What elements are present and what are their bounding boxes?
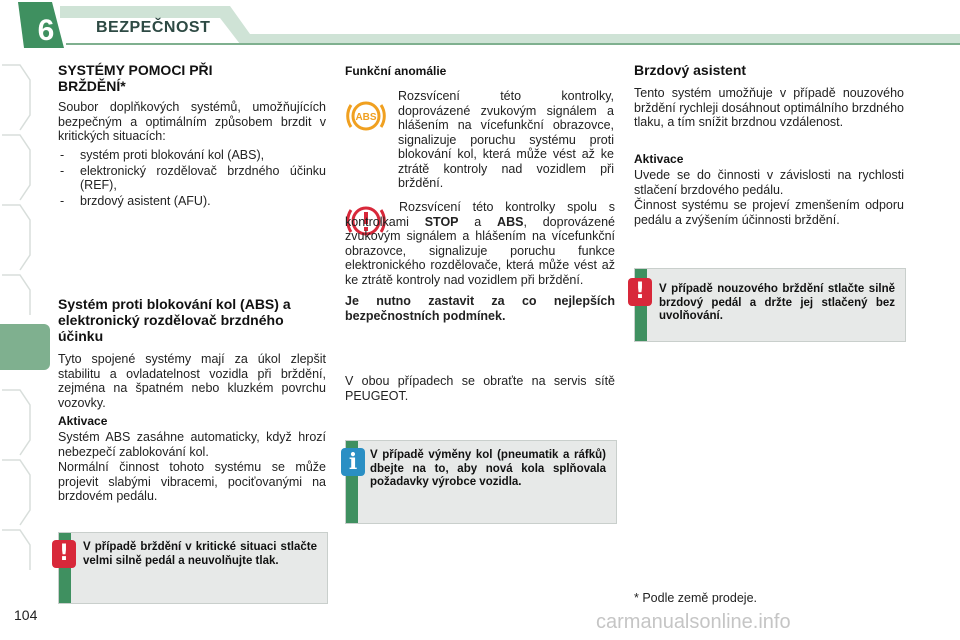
list-item: - systém proti blokování kol (ABS),	[58, 148, 326, 163]
chapter-number: 6	[37, 14, 55, 47]
section-heading-braking-systems: SYSTÉMY POMOCI PŘI BRŽDĚNÍ*	[58, 62, 213, 94]
abs-label: ABS	[497, 214, 524, 229]
activation-paragraph-2: Činnost systému se projeví zmenšením odporu pedálu a zvýšením účinnosti brždění.	[634, 198, 904, 227]
warning-icon: !	[52, 540, 76, 568]
stop-label: STOP	[424, 214, 459, 229]
warning-note-box	[634, 268, 906, 342]
warning-note-text: V případě brždění v kritické situaci stlačte velmi silně pedál a neuvolňujte tlak.	[83, 541, 317, 567]
warning-note-text: V případě nouzového brždění stlačte silně brzdový pedál a držte jej stlačený bez uvolňování.	[659, 283, 895, 322]
activation-label: Aktivace	[58, 414, 108, 428]
side-tabs	[0, 60, 50, 580]
activation-label: Aktivace	[634, 152, 684, 166]
malfunction-paragraph-1: Rozsvícení této kontrolky, doprovázené zvukovým signálem a hlášením na vícefunkční obrazovce, signalizuje poruchu systému proti blokování kol, která může vést až ke ztrátě kontroly nad vozidlem při brždění.	[398, 89, 614, 190]
paragraph-2-start: Rozsvícení této kontrolky spolu s kontrolkami	[345, 200, 615, 229]
brake-assist-paragraph: Tento systém umožňuje v případě nouzového brždění rychleji dosáhnout optimálního brzdného tlaku, a tím snížit brzdnou vzdálenost.	[634, 86, 904, 129]
page-title: BEZPEČNOST	[96, 19, 211, 36]
malfunction-paragraph-2	[345, 200, 615, 287]
service-paragraph: V obou případech se obraťte na servis sítě PEUGEOT.	[345, 374, 615, 403]
activation-paragraph-1: Systém ABS zasáhne automaticky, když hrozí nebezpečí zablokování kol.	[58, 430, 326, 459]
stop-safely-note: Je nutno zastavit za co nejlepších bezpečnostních podmínek.	[345, 294, 615, 323]
section-heading-abs: Systém proti blokování kol (ABS) a elektronický rozdělovač brzdného účinku	[58, 296, 291, 344]
abs-paragraph: Tyto spojené systémy mají za úkol zlepšit stabilitu a ovladatelnost vozidla při brždění, zejména na špatném nebo kluzkém povrchu vozovky.	[58, 352, 326, 410]
paragraph-2-end: , doprovázené zvukovým signálem a hlášením na vícefunkční obrazovce, signalizuje poruchu funkce elektronického rozdělovače, která může vést až ke ztrátě kontroly nad vozidlem při brždění.	[345, 214, 615, 287]
activation-paragraph-1: Uvede se do činnosti v závislosti na rychlosti stlačení brzdového pedálu.	[634, 168, 904, 197]
info-note-text: V případě výměny kol (pneumatik a ráfků) dbejte na to, aby nová kola splňovala požadavky výrobce vozidla.	[370, 449, 606, 488]
intro-paragraph: Soubor doplňkových systémů, umožňujících bezpečným a optimálním způsobem brzdit v kritických situacích:	[58, 100, 326, 143]
info-note-box	[345, 440, 617, 524]
abs-warning-lamp-icon	[345, 95, 387, 137]
warning-note-box	[58, 532, 328, 604]
abs-icon-label: ABS	[355, 112, 377, 123]
and-text: a	[458, 214, 498, 229]
list-item: - elektronický rozdělovač brzdného účinku (REF),	[58, 164, 326, 193]
activation-paragraph-2: Normální činnost tohoto systému se může projevit slabými vibracemi, pociťovanými na brzdovém pedálu.	[58, 460, 326, 503]
list-item: - brzdový asistent (AFU).	[58, 194, 326, 209]
footnote: * Podle země prodeje.	[634, 591, 757, 605]
info-icon: i	[341, 448, 365, 476]
systems-list	[58, 148, 326, 209]
watermark: carmanualsonline.info	[596, 611, 791, 633]
active-chapter-tab[interactable]	[0, 324, 50, 370]
section-heading-malfunction: Funkční anomálie	[345, 64, 447, 78]
section-heading-brake-assist: Brzdový asistent	[634, 62, 747, 78]
warning-icon: !	[628, 278, 652, 306]
page-number: 104	[14, 607, 38, 623]
